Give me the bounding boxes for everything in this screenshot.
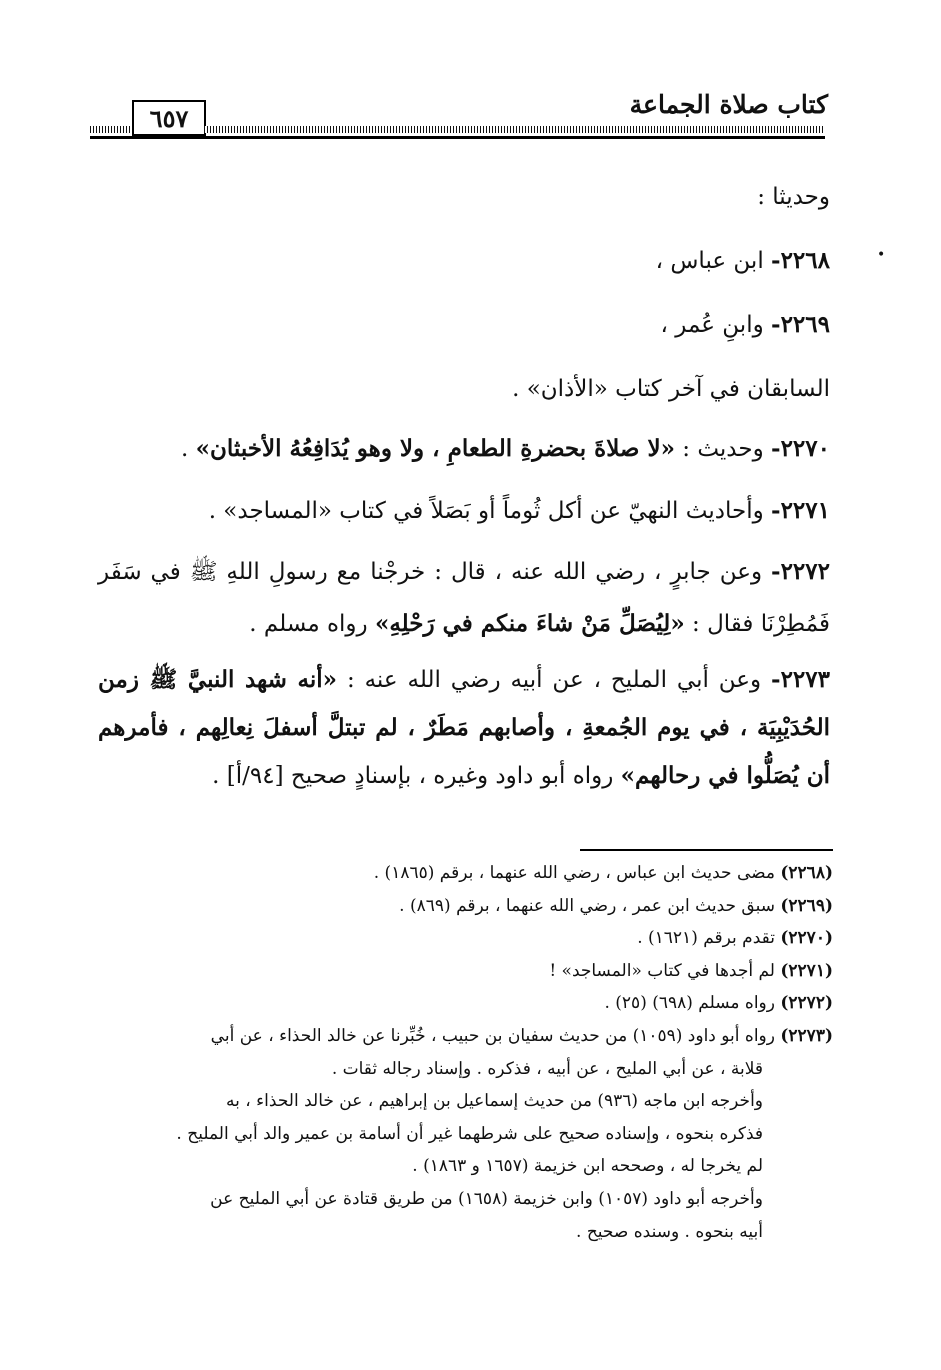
note-line: السابقان في آخر كتاب «الأذان» . xyxy=(512,376,830,402)
footnote-continuation: فذكره بنحوه ، وإسناده صحيح على شرطهما غير أن أسامة بن عمير والد أبي المليح . xyxy=(176,1123,763,1144)
item-number: ٢٢٦٩- xyxy=(771,311,830,338)
item-number: ٢٢٦٨- xyxy=(771,247,830,274)
item-2271 xyxy=(98,482,830,540)
item-2269 xyxy=(98,296,830,354)
item-number: ٢٢٧٢- xyxy=(771,558,830,585)
footnote-number: (٢٢٧١) xyxy=(780,960,833,981)
item-prefix: وحديث : xyxy=(674,436,772,462)
footnote-continuation: وأخرجه أبو داود (١٠٥٧) وابن خزيمة (١٦٥٨) من طريق قتادة عن أبي المليح عن xyxy=(210,1188,763,1209)
footnote-number: (٢٢٧٣) xyxy=(780,1025,833,1046)
footnote-continuation: قلابة ، عن أبي المليح ، عن أبيه ، فذكره . وإسناد رجاله ثقات . xyxy=(331,1058,763,1079)
footnote-text: مضى حديث ابن عباس ، رضي الله عنهما ، برقم (١٨٦٥) . xyxy=(373,863,781,883)
item-after: رواه مسلم . xyxy=(249,611,375,637)
item-number: ٢٢٧٣- xyxy=(771,666,830,693)
footnote-2268 xyxy=(80,857,833,890)
item-2268 xyxy=(98,232,830,290)
header-rule xyxy=(90,136,825,139)
header-rule-right xyxy=(204,126,825,133)
margin-dot: • xyxy=(877,247,886,263)
footnote-number: (٢٢٧٢) xyxy=(780,993,833,1014)
footnote-2273 xyxy=(80,1020,833,1053)
item-2270 xyxy=(98,420,830,478)
item-prefix: وعن جابرٍ ، رضي الله عنه ، قال : خرجْنا مع رسولِ اللهِ ﷺ في سَفَر فَمُطِرْنَا فقال : xyxy=(98,559,830,637)
item-after: . xyxy=(181,436,196,462)
footnote-text: رواه أبو داود (١٠٥٩) من حديث سفيان بن حبيب ، خُبِّرنا عن خالد الحذاء ، عن أبي xyxy=(210,1025,781,1046)
main-text xyxy=(98,168,830,800)
item-2272 xyxy=(98,546,830,650)
footnote-continuation: لم يخرجا له ، وصححه ابن خزيمة (١٦٥٧ و ١٨٦٣) . xyxy=(412,1156,763,1177)
footnote-number: (٢٢٦٩) xyxy=(780,895,833,916)
item-text: وابنِ عُمر ، xyxy=(660,312,772,338)
footnote-2270 xyxy=(80,922,833,955)
footnote-continuation: أبيه بنحوه . وسنده صحيح . xyxy=(576,1221,763,1242)
item-prefix: وعن أبي المليح ، عن أبيه رضي الله عنه : xyxy=(337,667,772,693)
footnote-2271 xyxy=(80,955,833,988)
footnote-number: (٢٢٦٨) xyxy=(780,863,833,883)
footnote-continuation: وأخرجه ابن ماجه (٩٣٦) من حديث إسماعيل بن إبراهيم ، عن خالد الحذاء ، به xyxy=(226,1091,763,1112)
hadith-quote: «أنه شهد النبيَّ ﷺ زمن الحُدَيْبِيَة ، في يوم الجُمعةِ ، وأصابهم مَطَرٌ ، لم تبتلَّ أسفلَ نِعالِهم ، فأمرهم أن يُصَلُّوا في رحالهم» xyxy=(98,666,830,789)
item-2273 xyxy=(98,656,830,800)
intro-line: وحديثا : xyxy=(757,184,830,210)
footnote-text: لم أجدها في كتاب «المساجد» ! xyxy=(549,960,781,981)
hadith-quote: «لا صلاةَ بحضرةِ الطعامِ ، ولا وهو يُدَافِعُهُ الأخبثان» xyxy=(195,435,675,462)
item-after: رواه أبو داود وغيره ، بإسنادٍ صحيح [٩٤/أ] . xyxy=(212,763,621,789)
footnote-text: سبق حديث ابن عمر ، رضي الله عنهما ، برقم (٨٦٩) . xyxy=(399,895,781,916)
footnote-2269 xyxy=(80,890,833,923)
item-number: ٢٢٧٠- xyxy=(771,435,830,462)
item-text: وأحاديث النهيّ عن أكل ثُوماً أو بَصَلاً في كتاب «المساجد» . xyxy=(208,498,772,524)
footnote-text: رواه مسلم (٦٩٨) (٢٥) . xyxy=(604,993,781,1014)
footnote-2272 xyxy=(80,987,833,1020)
hadith-quote: «لِيُصَلِّ مَنْ شاءَ منكم في رَحْلِهِ» xyxy=(374,610,685,637)
item-text: ابن عباس ، xyxy=(655,248,772,274)
footnotes xyxy=(80,857,833,1248)
running-header-title: كتاب صلاة الجماعة xyxy=(629,90,828,119)
footnote-number: (٢٢٧٠) xyxy=(780,928,833,949)
item-number: ٢٢٧١- xyxy=(771,497,830,524)
page-number: ٦٥٧ xyxy=(149,103,189,133)
header-rule-left xyxy=(90,126,132,133)
footnote-separator xyxy=(580,849,833,851)
page-number-box xyxy=(132,100,206,136)
footnote-text: تقدم برقم (١٦٢١) . xyxy=(637,928,781,949)
